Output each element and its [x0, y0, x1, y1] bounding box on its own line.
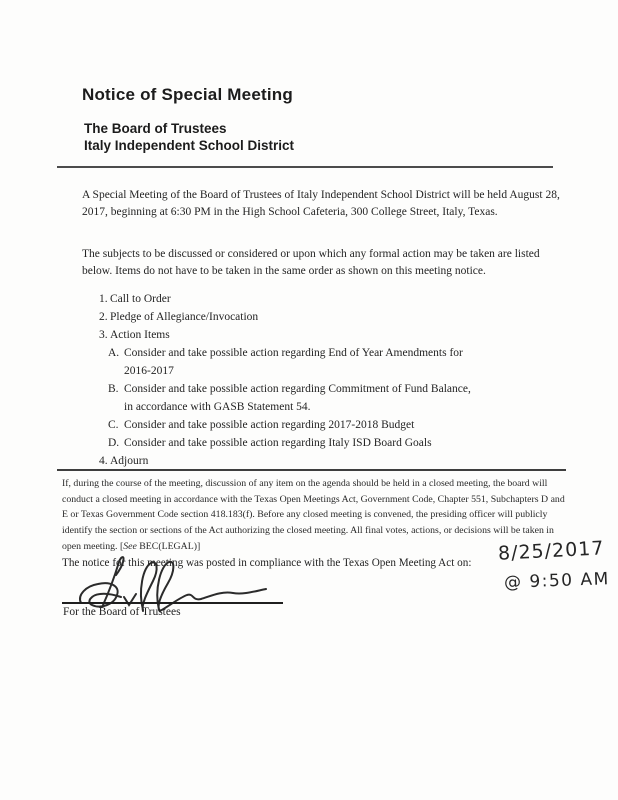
agenda-subitem-label: Consider and take possible action regarding End of Year Amendments for 2016-2017 [124, 347, 463, 377]
agenda-item-1 [99, 290, 499, 308]
agenda-subitem-label: Consider and take possible action regarding Commitment of Fund Balance, in accordance with GASB Statement 54. [124, 383, 471, 413]
agenda-subitem-marker: B. [108, 383, 119, 395]
agenda-item-marker: 2. [99, 311, 108, 323]
agenda-item-4 [99, 452, 499, 470]
agenda-item-label: Call to Order [110, 293, 171, 305]
agenda-subitem-marker: D. [108, 437, 120, 449]
agenda-subitem-label: Consider and take possible action regarding 2017-2018 Budget [124, 419, 415, 431]
subjects-note-paragraph: The subjects to be discussed or considered or upon which any formal action may be taken are listed below. Items do not have to be taken in the same order as shown on this meeting notice. [82, 248, 540, 277]
agenda-subitem-c [108, 416, 499, 434]
agenda-item-label: Action Items [110, 329, 170, 341]
signature-caption: For the Board of Trustees [63, 606, 181, 618]
signature-line [62, 602, 283, 604]
closed-meeting-legal-paragraph [62, 476, 570, 555]
agenda-item-3 [99, 326, 499, 344]
agenda-subitem-label: Consider and take possible action regarding Italy ISD Board Goals [124, 437, 432, 449]
posting-statement: The notice for this meeting was posted in compliance with the Texas Open Meeting Act on: [62, 557, 472, 569]
handwritten-signature-icon [75, 553, 275, 613]
agenda-subitem-b [108, 380, 499, 416]
page-title: Notice of Special Meeting [82, 85, 293, 104]
agenda-item-marker: 4. [99, 455, 108, 467]
agenda-item-label: Adjourn [110, 455, 149, 467]
legal-citation-see: See [123, 540, 137, 552]
org-line-board: The Board of Trustees [84, 121, 227, 136]
agenda-item-label: Pledge of Allegiance/Invocation [110, 311, 259, 323]
agenda-subitem-a [108, 344, 499, 380]
agenda-item-marker: 1. [99, 293, 108, 305]
agenda-subitem-marker: C. [108, 419, 119, 431]
agenda-subitem-d [108, 434, 499, 452]
legal-text-after: BEC(LEGAL)] [136, 540, 201, 552]
agenda-list [99, 290, 499, 470]
agenda-item-marker: 3. [99, 329, 108, 341]
agenda-item-2 [99, 308, 499, 326]
org-line-district: Italy Independent School District [84, 137, 295, 153]
organization-heading [84, 121, 294, 154]
legal-text-before: If, during the course of the meeting, discussion of any item on the agenda should be held in a closed meeting, the board will conduct a closed meeting in accordance with the Texas Open Meetings Act, Government Code, Chapter 551, Subchapters D and E or Texas Government Code section 418.183(f). Before any closed meeting is convened, the presiding officer will publicly identify the section or sections of the Act authorizing the closed meeting. All final votes, actions, or decisions will be taken in open meeting. [ [62, 478, 565, 552]
divider-bottom [57, 469, 566, 471]
meeting-details-paragraph: A Special Meeting of the Board of Trustees of Italy Independent School District will be held August 28, 2017, beginning at 6:30 PM in the High School Cafeteria, 300 College Street, Italy, Texas. [82, 189, 560, 218]
divider-top [57, 166, 553, 168]
handwritten-posting-date: 8/25/2017 [497, 537, 605, 565]
agenda-subitem-marker: A. [108, 347, 120, 359]
handwritten-posting-time: @ 9:50 AM [503, 569, 611, 593]
